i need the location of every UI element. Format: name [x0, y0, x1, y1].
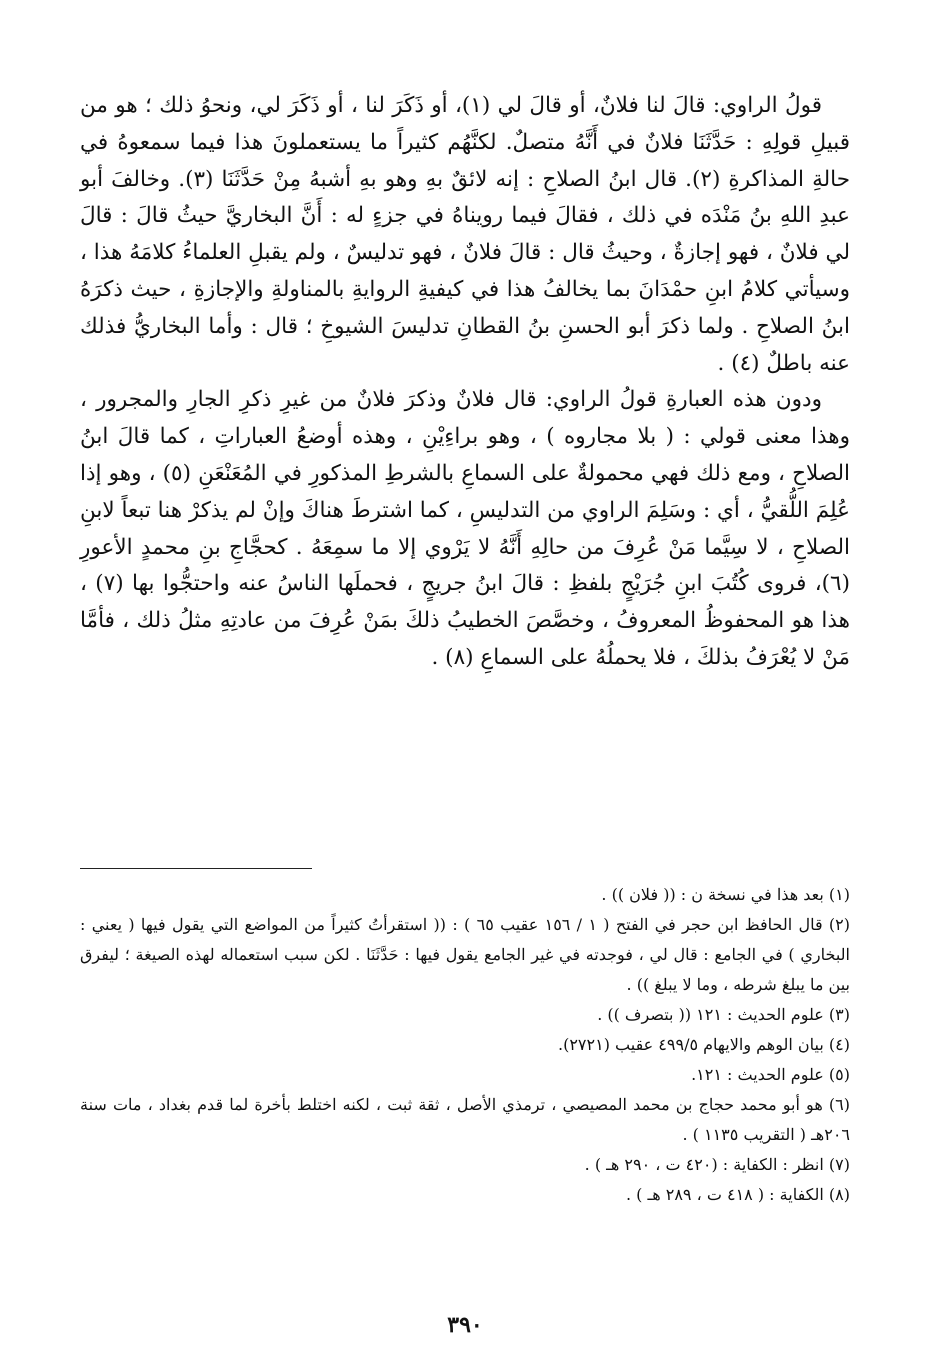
footnote-text: انظر : الكفاية : (٤٢٠ ت ، ٢٩٠ هـ ) . — [584, 1155, 824, 1174]
paragraph-1: قولُ الراوي: قالَ لنا فلانٌ، أو قالَ لي (١)، أو ذَكَرَ لنا ، أو ذَكَرَ لي، ونحوُ ذلك ؛ هو من قبيلِ قولِهِ : حَدَّثَنَا فلانٌ في أَنَّهُ متصلٌ. لكنَّهُم كثيراً ما يستعملونَ هذا فيما سمعوهُ في حالةِ المذاكرةِ (٢). قال ابنُ الصلاحِ : إنه لائقٌ بهِ وهو بهِ أشبهُ مِنْ حَدَّثَنَا (٣). وخالفَ أبو عبدِ اللهِ بنُ مَنْدَه في ذلك ، فقالَ فيما رويناهُ في جزءٍ له : أَنَّ البخاريَّ حيثُ قالَ : قالَ لي فلانٌ ، فهو إجازةٌ ، وحيثُ قال : قالَ فلانٌ ، فهو تدليسٌ ، ولم يقبلِ العلماءُ كلامَهُ هذا ، وسيأتي كلامُ ابنِ حمْدَانَ بما يخالفُ هذا في كيفيةِ الروايةِ بالمناولةِ والإجازةِ ، حيث ذكرَهُ ابنُ الصلاحِ . ولما ذكرَ أبو الحسنِ بنُ القطانِ تدليسَ الشيوخِ ؛ قال : وأما البخاريُّ فذلك عنه باطلٌ (٤) . — [80, 93, 850, 376]
footnote-2 — [80, 910, 850, 1000]
footnote-number: (٢) — [828, 915, 851, 934]
footnote-number: (٤) — [828, 1035, 850, 1054]
footnote-number: (٨) — [828, 1185, 850, 1204]
footnote-number: (١) — [828, 885, 850, 904]
footnote-number: (٥) — [828, 1065, 850, 1084]
footnote-text: بيان الوهم والايهام ٤٩٩/٥ عقيب (٢٧٢١). — [558, 1035, 824, 1054]
footnote-number: (٣) — [828, 1005, 850, 1024]
footnote-number: (٦) — [828, 1095, 850, 1114]
footnote-number: (٧) — [828, 1155, 850, 1174]
body-text — [80, 88, 850, 677]
main-text — [80, 88, 850, 677]
footnote-8 — [80, 1180, 850, 1210]
footnote-7 — [80, 1150, 850, 1180]
footnote-text: هو أبو محمد حجاج بن محمد المصيصي ، ترمذي الأصل ، ثقة ثبت ، لكنه اختلط بأخرة لما قدم بغداد ، مات سنة ٢٠٦هـ ( التقريب ١١٣٥ ) . — [80, 1095, 850, 1144]
footnote-text: بعد هذا في نسخة ن : (( فلان )) . — [601, 885, 824, 904]
footnote-5 — [80, 1060, 850, 1090]
footnotes — [80, 880, 850, 1210]
footnote-4 — [80, 1030, 850, 1060]
footnote-3 — [80, 1000, 850, 1030]
footnote-6 — [80, 1090, 850, 1150]
paragraph-2: ودون هذه العبارةِ قولُ الراوي: قال فلانٌ وذكرَ فلانٌ من غيرِ ذكرِ الجارِ والمجرور ، وهذا معنى قولي : ( بلا مجاروه ) ، وهو براءِيْنِ ، وهذه أوضعُ العباراتِ ، كما قالَ ابنُ الصلاحِ ، ومع ذلك فهي محمولةٌ على السماعِ بالشرطِ المذكورِ في المُعَنْعَنِ (٥) ، وهو إذا عُلِمَ اللُّقيُّ ، أي : وسَلِمَ الراوي من التدليسِ ، كما اشترطَ هناكَ وإنْ لم يذكرْ هنا تبعاً لابنِ الصلاحِ ، لا سِيَّما مَنْ عُرِفَ من حالِهِ أَنَّهُ لا يَرْوي إلا ما سمِعَهُ . كحجَّاجِ بنِ محمدٍ الأعورِ (٦)، فروى كُتُبَ ابنِ جُرَيْجٍ بلفظِ : قالَ ابنُ جريجٍ ، فحملَها الناسُ عنه واحتجُّوا بها (٧) ، هذا هو المحفوظُ المعروفُ ، وخصَّصَ الخطيبُ ذلكَ بمَنْ عُرِفَ من عادتِهِ مثلُ ذلك ، فأمَّا مَنْ لا يُعْرَفُ بذلكَ ، فلا يحملُهُ على السماعِ (٨) . — [80, 387, 850, 670]
footnote-separator — [80, 868, 312, 869]
page-number: ٣٩٠ — [447, 1312, 483, 1338]
footnote-text: علوم الحديث : ١٢١. — [691, 1065, 824, 1084]
footnote-1 — [80, 880, 850, 910]
footnote-text: قال الحافظ ابن حجر في الفتح ( ١ / ١٥٦ عقيب ٦٥ ) : (( استقرأتُ كثيراً من المواضع التي يقول فيها ( يعني : البخاري ) في الجامع : قال لي ، فوجدته في غير الجامع يقول فيها : حَدَّثَنَا . لكن سبب استعماله لهذه الصيغة ؛ ليفرق بين ما يبلغ شرطه ، وما لا يبلغ )) . — [80, 915, 850, 994]
footnote-text: الكفاية : ( ٤١٨ ت ، ٢٨٩ هـ ) . — [626, 1185, 824, 1204]
footnote-text: علوم الحديث : ١٢١ (( بتصرف )) . — [597, 1005, 824, 1024]
